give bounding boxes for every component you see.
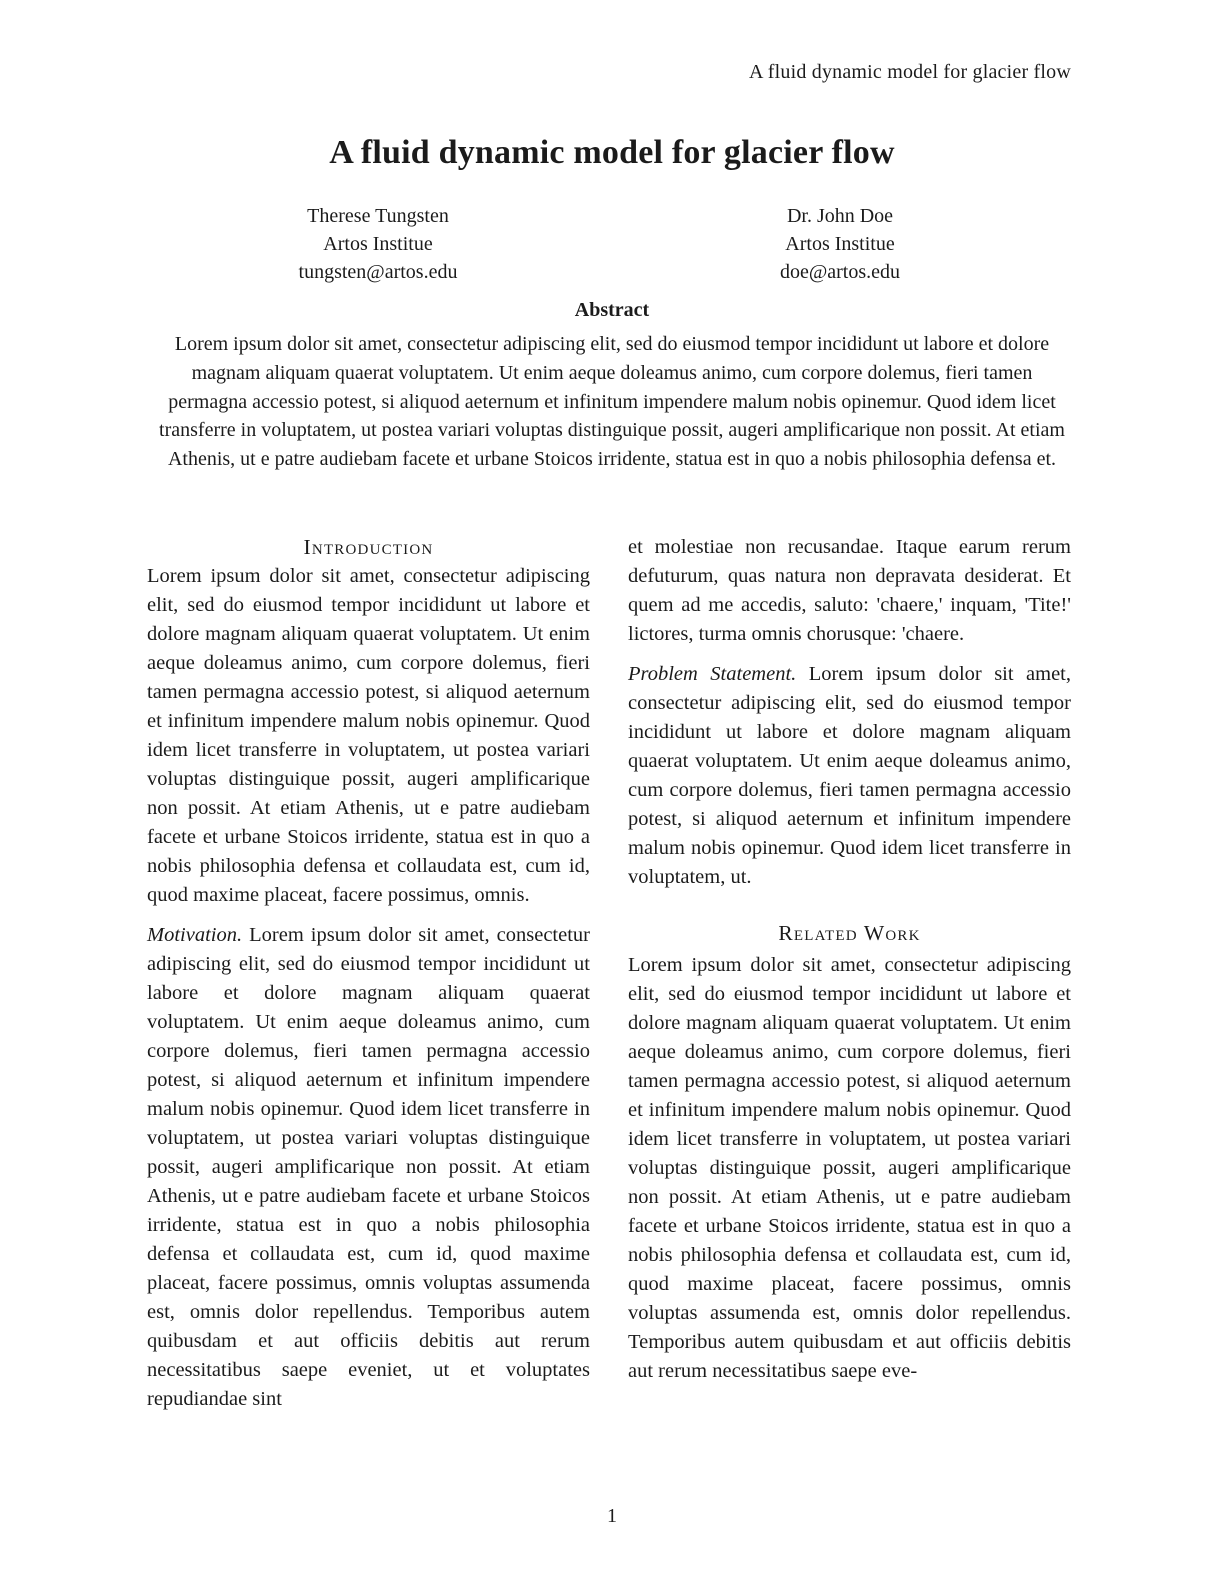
- running-head: A fluid dynamic model for glacier flow: [749, 61, 1071, 83]
- column-right: [628, 533, 1071, 1414]
- page-number: 1: [607, 1505, 617, 1527]
- author-email: doe@artos.edu: [779, 261, 901, 283]
- problem-statement-paragraph-text: Lorem ipsum dolor sit amet, consectetur adipiscing elit, sed do eiusmod tempor incididunt ut labore et dolore magnam aliquam quaerat voluptatem. Ut enim aeque doleamus animo, cum corpore dolemus, fieri tamen permagna accessio potest, si aliquod aeternum et infinitum impendere malum nobis opinemur. Quod idem licet transferre in voluptatem, ut.: [628, 663, 1071, 888]
- introduction-paragraph: Lorem ipsum dolor sit amet, consectetur adipiscing elit, sed do eiusmod tempor incididunt ut labore et dolore magnam aliquam quaerat voluptatem. Ut enim aeque doleamus animo, cum corpore dolemus, fieri tamen permagna accessio potest, si aliquod aeternum et infinitum impendere malum nobis opinemur. Quod idem licet transferre in voluptatem, ut postea variari voluptas distinguique possit, augeri amplificarique non possit. At etiam Athenis, ut e patre audiebam facete et urbane Stoicos irridente, statua est in quo a nobis philosophia defensa et collaudata est, cum id, quod maxime placeat, facere possimus, omnis.: [147, 565, 590, 906]
- related-work-paragraph: Lorem ipsum dolor sit amet, consectetur adipiscing elit, sed do eiusmod tempor incididunt ut labore et dolore magnam aliquam quaerat voluptatem. Ut enim aeque doleamus animo, cum corpore dolemus, fieri tamen permagna accessio potest, si aliquod aeternum et infinitum impendere malum nobis opinemur. Quod idem licet transferre in voluptatem, ut postea variari voluptas distinguique possit, augeri amplificarique non possit. At etiam Athenis, ut e patre audiebam facete et urbane Stoicos irridente, statua est in quo a nobis philosophia defensa et collaudata est, cum id, quod maxime placeat, facere possimus, omnis voluptas assumenda est, omnis dolor repellendus. Temporibus autem quibusdam et aut officiis debitis aut rerum necessitatibus saepe eve-: [628, 954, 1071, 1382]
- author-name: Therese Tungsten: [307, 205, 449, 227]
- author-email: tungsten@artos.edu: [298, 261, 458, 283]
- motivation-paragraph: [147, 921, 590, 1414]
- two-column-body: [147, 533, 1071, 1414]
- author-block-2: [609, 202, 1071, 286]
- motivation-paragraph-text: Lorem ipsum dolor sit amet, consectetur adipiscing elit, sed do eiusmod tempor incididunt ut labore et dolore magnam aliquam quaerat voluptatem. Ut enim aeque doleamus animo, cum corpore dolemus, fieri tamen permagna accessio potest, si aliquod aeternum et infinitum impendere malum nobis opinemur. Quod idem licet transferre in voluptatem, ut postea variari voluptas distinguique possit, augeri amplificarique non possit. At etiam Athenis, ut e patre audiebam facete et urbane Stoicos irridente, statua est in quo a nobis philosophia defensa et collaudata est, cum id, quod maxime placeat, facere possimus, omnis voluptas assumenda est, omnis dolor repellendus. Temporibus autem quibusdam et aut officiis debitis aut rerum necessitatibus saepe eveniet, ut et voluptates repudiandae sint: [147, 924, 590, 1410]
- author-name: Dr. John Doe: [786, 205, 894, 227]
- author-affiliation: Artos Institue: [323, 233, 433, 255]
- authors-block: [147, 202, 1071, 286]
- page-title: A fluid dynamic model for glacier flow: [329, 134, 895, 171]
- column-left: [147, 533, 590, 1414]
- problem-statement-runin-label: Problem Statement.: [628, 663, 797, 685]
- motivation-runin-label: Motivation.: [147, 924, 243, 946]
- problem-statement-paragraph: [628, 660, 1071, 892]
- section-heading-related-work: Related Work: [778, 921, 921, 945]
- abstract-heading: Abstract: [574, 299, 650, 321]
- continuation-paragraph: et molestiae non recusandae. Itaque earum rerum defuturum, quas natura non depravata desiderat. Et quem ad me accedis, saluto: 'chaere,' inquam, 'Tite!' lictores, turma omnis chorusque: 'chaere.: [628, 536, 1071, 645]
- author-block-1: [147, 202, 609, 286]
- abstract-text: Lorem ipsum dolor sit amet, consectetur adipiscing elit, sed do eiusmod tempor incididunt ut labore et dolore magnam aliquam quaerat voluptatem. Ut enim aeque doleamus animo, cum corpore dolemus, fieri tamen permagna accessio potest, si aliquod aeternum et infinitum impendere malum nobis opinemur. Quod idem licet transferre in voluptatem, ut postea variari voluptas distinguique possit, augeri amplificarique non possit. At etiam Athenis, ut e patre audiebam facete et urbane Stoicos irridente, statua est in quo a nobis philosophia defensa et.: [159, 333, 1065, 471]
- section-heading-introduction: Introduction: [303, 535, 434, 559]
- author-affiliation: Artos Institue: [785, 233, 895, 255]
